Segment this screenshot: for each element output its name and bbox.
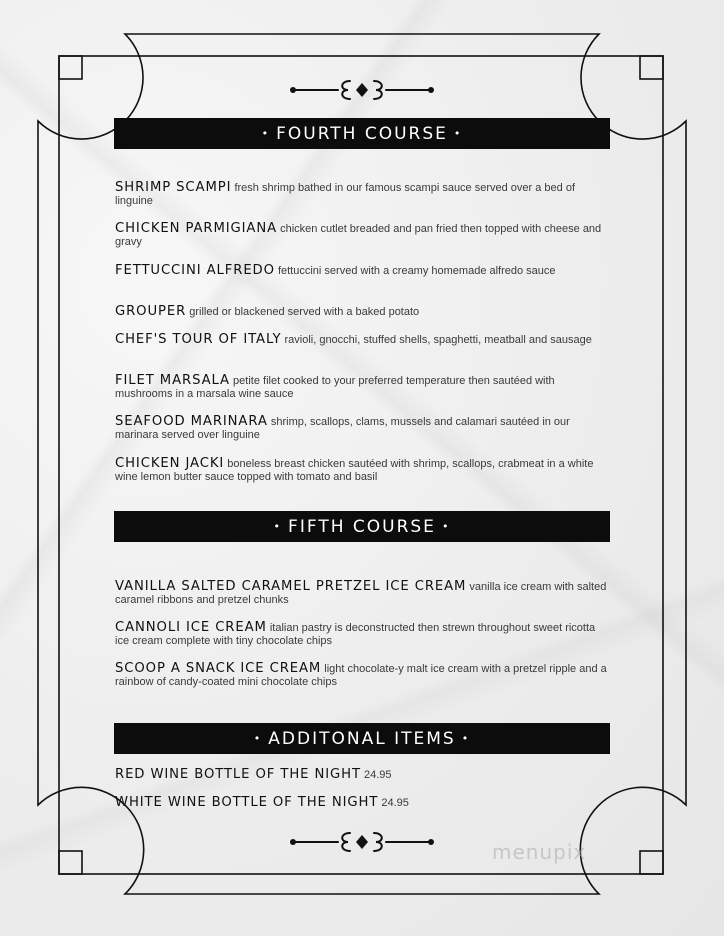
item-name: SEAFOOD MARINARA [115,414,268,429]
bullet-left: • [273,520,283,533]
item-name: GROUPER [115,304,187,319]
watermark: menupix [492,840,587,864]
item-price: 24.95 [381,797,409,809]
bullet-right: • [441,520,451,533]
menu-item [115,264,610,278]
item-name: WHITE WINE BOTTLE OF THE NIGHT [115,795,379,810]
item-description: petite filet cooked to your preferred temperature then sautéed with mushrooms in a marsala wine sauce [115,375,555,400]
bullet-right: • [461,732,471,745]
item-name: CANNOLI ICE CREAM [115,620,267,635]
item-description: fettuccini served with a creamy homemade alfredo sauce [277,265,556,277]
menu-item [115,662,610,689]
section-title: FIFTH COURSE [288,516,436,537]
item-description: light chocolate-y malt ice cream with a pretzel ripple and a rainbow of candy-coated mini chocolate chips [115,663,607,688]
menu-item [115,457,610,484]
bullet-left: • [261,127,271,140]
item-price: 24.95 [363,769,392,781]
section-header-fifth-course [114,511,610,542]
item-name: CHICKEN JACKI [115,456,225,471]
menu-item [115,580,610,607]
item-name: SCOOP A SNACK ICE CREAM [115,661,322,676]
item-description: chicken cutlet breaded and pan fried then topped with cheese and gravy [115,223,602,248]
menu-item [115,222,610,249]
item-description: italian pastry is deconstructed then strewn throughout sweet ricotta ice cream complete with tiny chocolate chips [115,622,596,647]
item-description: fresh shrimp bathed in our famous scampi sauce served over a bed of linguine [115,182,576,207]
item-description: boneless breast chicken sautéed with shrimp, scallops, crabmeat in a white wine lemon butter sauce topped with tomato and basil [115,458,594,483]
section-header-fourth-course [114,118,610,149]
menu-item [115,181,610,208]
menu-item [115,415,610,442]
item-name: CHICKEN PARMIGIANA [115,221,278,236]
menu-item [115,796,610,810]
bullet-right: • [453,127,463,140]
section-title: ADDITONAL ITEMS [268,728,456,749]
item-description: vanilla ice cream with salted caramel ribbons and pretzel chunks [115,581,607,606]
section-header-additional-items [114,723,610,754]
bullet-left: • [253,732,263,745]
item-name: FILET MARSALA [115,373,230,388]
menu-item [115,374,610,401]
item-description: ravioli, gnocchi, stuffed shells, spaghetti, meatball and sausage [284,334,592,346]
menu-item [115,305,610,319]
menu-item [115,621,610,648]
item-name: SHRIMP SCAMPI [115,180,232,195]
item-name: FETTUCCINI ALFREDO [115,263,275,278]
section-title: FOURTH COURSE [276,123,448,144]
menu-item [115,333,610,347]
item-description: shrimp, scallops, clams, mussels and calamari sautéed in our marinara served over linguine [115,416,570,441]
item-name: VANILLA SALTED CARAMEL PRETZEL ICE CREAM [115,579,467,594]
item-description: grilled or blackened served with a baked potato [189,306,420,318]
bottom-flourish-ornament [290,827,434,857]
menu-item [115,768,610,782]
item-name: RED WINE BOTTLE OF THE NIGHT [115,767,361,782]
item-name: CHEF'S TOUR OF ITALY [115,332,282,347]
top-flourish-ornament [290,75,434,105]
